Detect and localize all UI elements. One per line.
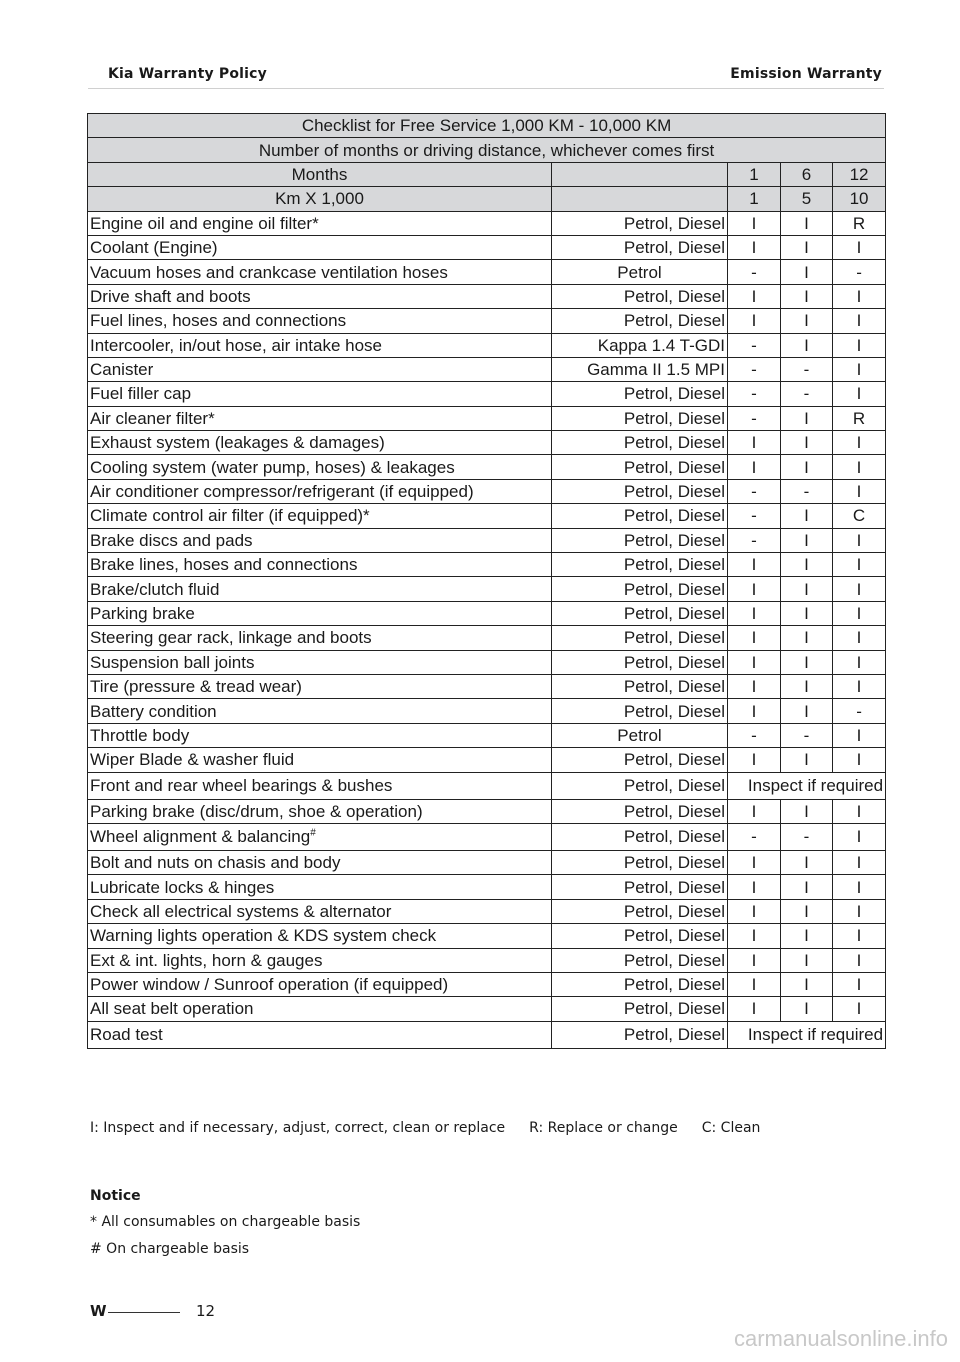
service-item-label: Check all electrical systems & alternator: [90, 901, 392, 921]
page-number: 12: [196, 1302, 216, 1320]
service-item: [88, 972, 552, 996]
service-item: [88, 850, 552, 874]
table-row: [88, 431, 886, 455]
interval-action: -: [728, 479, 781, 503]
service-item-label: Brake discs and pads: [90, 530, 253, 550]
interval-action: I: [781, 504, 833, 528]
table-row: [88, 626, 886, 650]
footer-section-mark: W: [90, 1302, 107, 1320]
interval-action: I: [781, 626, 833, 650]
interval-action: I: [781, 211, 833, 235]
table-row: [88, 924, 886, 948]
footer-divider: [108, 1312, 180, 1313]
interval-action: I: [781, 284, 833, 308]
interval-action: -: [833, 260, 886, 284]
interval-action: I: [781, 924, 833, 948]
fuel-type: Petrol, Diesel: [552, 650, 728, 674]
table-row: [88, 799, 886, 823]
service-item: [88, 211, 552, 235]
interval-action: -: [728, 260, 781, 284]
interval-action: I: [781, 799, 833, 823]
service-item-label: Climate control air filter (if equipped)*: [90, 506, 370, 526]
table-row: [88, 850, 886, 874]
interval-action: I: [781, 601, 833, 625]
interval-action: I: [833, 357, 886, 381]
interval-action: -: [728, 528, 781, 552]
fuel-type: Petrol, Diesel: [552, 455, 728, 479]
interval-action: -: [781, 357, 833, 381]
fuel-type: Petrol, Diesel: [552, 799, 728, 823]
interval-action: I: [781, 674, 833, 698]
interval-action: -: [728, 723, 781, 747]
interval-action: I: [728, 284, 781, 308]
interval-action: I: [781, 235, 833, 259]
service-item: [88, 528, 552, 552]
notice-chargeable: # On chargeable basis: [90, 1241, 250, 1257]
table-subtitle-row: [88, 138, 886, 162]
service-item: [88, 699, 552, 723]
interval-action: I: [781, 875, 833, 899]
service-item-label: Wheel alignment & balancing: [90, 827, 311, 847]
interval-action: I: [781, 577, 833, 601]
service-item-label: All seat belt operation: [90, 999, 254, 1019]
legend-clean: C: Clean: [701, 1120, 761, 1136]
service-item-label: Battery condition: [90, 701, 217, 721]
service-item-label: Ext & int. lights, horn & gauges: [90, 950, 323, 970]
interval-action: I: [781, 699, 833, 723]
service-item: [88, 823, 552, 850]
interval-action: I: [833, 997, 886, 1021]
service-item-label: Drive shaft and boots: [90, 286, 251, 306]
interval-action: I: [833, 899, 886, 923]
service-item: [88, 479, 552, 503]
interval-action: R: [833, 406, 886, 430]
header-divider: [88, 88, 884, 89]
interval-action: I: [781, 528, 833, 552]
interval-action: -: [728, 333, 781, 357]
service-item-label: Canister: [90, 360, 154, 380]
service-item: [88, 455, 552, 479]
interval-action: I: [833, 674, 886, 698]
fuel-type: Kappa 1.4 T-GDI: [552, 333, 728, 357]
service-item: [88, 577, 552, 601]
interval-action: I: [833, 823, 886, 850]
service-item: [88, 406, 552, 430]
table-row: [88, 260, 886, 284]
notice-title: Notice: [90, 1188, 141, 1204]
months-value: 12: [833, 162, 886, 186]
table-row: [88, 333, 886, 357]
fuel-type: Petrol, Diesel: [552, 284, 728, 308]
service-item: [88, 601, 552, 625]
table-row: [88, 479, 886, 503]
interval-action: I: [833, 650, 886, 674]
service-item-label: Parking brake (disc/drum, shoe & operation): [90, 801, 423, 821]
interval-action: I: [781, 972, 833, 996]
service-item: [88, 875, 552, 899]
interval-action: I: [728, 455, 781, 479]
service-item: [88, 626, 552, 650]
table-row: [88, 997, 886, 1021]
interval-action: -: [728, 357, 781, 381]
months-value: 6: [781, 162, 833, 186]
months-row: [88, 162, 886, 186]
interval-action: I: [833, 626, 886, 650]
service-item-label: Road test: [90, 1025, 163, 1045]
table-row: [88, 875, 886, 899]
interval-action: I: [728, 431, 781, 455]
interval-action: I: [781, 431, 833, 455]
service-item: [88, 723, 552, 747]
service-item: [88, 674, 552, 698]
service-item: [88, 1021, 552, 1048]
interval-action: I: [833, 972, 886, 996]
service-item: [88, 309, 552, 333]
service-item-label: Cooling system (water pump, hoses) & leakages: [90, 457, 455, 477]
interval-action: I: [728, 553, 781, 577]
service-item-label: Air conditioner compressor/refrigerant (if equipped): [90, 482, 474, 502]
interval-action: I: [833, 748, 886, 772]
service-item: [88, 948, 552, 972]
interval-action: I: [728, 899, 781, 923]
interval-action: -: [781, 479, 833, 503]
service-item-label: Engine oil and engine oil filter*: [90, 213, 319, 233]
service-item-label: Tire (pressure & tread wear): [90, 677, 302, 697]
table-row: [88, 601, 886, 625]
service-item-label: Brake/clutch fluid: [90, 579, 220, 599]
inspection-note: Inspect if required: [728, 1021, 886, 1048]
table-row: [88, 899, 886, 923]
table-row: [88, 723, 886, 747]
interval-action: I: [728, 211, 781, 235]
header-right-title: Emission Warranty: [730, 66, 882, 82]
interval-action: I: [781, 553, 833, 577]
fuel-type: Petrol: [552, 260, 728, 284]
interval-action: I: [833, 601, 886, 625]
interval-action: I: [833, 875, 886, 899]
table-row: [88, 357, 886, 381]
interval-action: I: [833, 333, 886, 357]
service-item-label: Power window / Sunroof operation (if equipped): [90, 975, 449, 995]
fuel-type: Petrol, Diesel: [552, 772, 728, 799]
interval-action: I: [833, 577, 886, 601]
interval-action: I: [728, 577, 781, 601]
fuel-type: Gamma II 1.5 MPI: [552, 357, 728, 381]
interval-action: I: [781, 333, 833, 357]
interval-action: I: [728, 948, 781, 972]
km-value: 1: [728, 187, 781, 211]
fuel-type: Petrol, Diesel: [552, 406, 728, 430]
table-row: [88, 504, 886, 528]
interval-action: I: [781, 650, 833, 674]
fuel-type: Petrol, Diesel: [552, 504, 728, 528]
fuel-type: Petrol, Diesel: [552, 674, 728, 698]
interval-action: I: [833, 309, 886, 333]
service-item-label: Air cleaner filter*: [90, 408, 215, 428]
service-item: [88, 772, 552, 799]
table-row: [88, 553, 886, 577]
table-row: [88, 382, 886, 406]
table-subtitle: Number of months or driving distance, whichever comes first: [88, 138, 886, 162]
interval-action: I: [728, 924, 781, 948]
service-item-label: Brake lines, hoses and connections: [90, 555, 358, 575]
interval-action: I: [833, 284, 886, 308]
interval-action: I: [833, 924, 886, 948]
interval-action: -: [781, 382, 833, 406]
interval-action: I: [781, 309, 833, 333]
legend-inspect: I: Inspect and if necessary, adjust, correct, clean or replace: [90, 1120, 506, 1136]
service-item: [88, 333, 552, 357]
fuel-type: Petrol, Diesel: [552, 309, 728, 333]
service-item-label: Coolant (Engine): [90, 238, 218, 258]
fuel-type: Petrol, Diesel: [552, 997, 728, 1021]
service-item-label: Steering gear rack, linkage and boots: [90, 628, 372, 648]
fuel-type: Petrol, Diesel: [552, 626, 728, 650]
km-value: 10: [833, 187, 886, 211]
km-label: Km X 1,000: [88, 187, 552, 211]
legend: [90, 1120, 760, 1136]
interval-action: I: [833, 723, 886, 747]
months-label: Months: [88, 162, 552, 186]
km-row: [88, 187, 886, 211]
interval-action: I: [833, 479, 886, 503]
interval-action: -: [728, 406, 781, 430]
interval-action: -: [728, 504, 781, 528]
interval-action: I: [781, 748, 833, 772]
fuel-type: Petrol, Diesel: [552, 850, 728, 874]
interval-action: I: [833, 382, 886, 406]
inspection-note: Inspect if required: [728, 772, 886, 799]
interval-action: I: [728, 650, 781, 674]
site-watermark: carmanualsonline.info: [733, 1326, 948, 1351]
interval-action: I: [728, 601, 781, 625]
km-blank-cell: [552, 187, 728, 211]
service-item: [88, 357, 552, 381]
interval-action: I: [781, 850, 833, 874]
interval-action: I: [833, 799, 886, 823]
service-item-label: Vacuum hoses and crankcase ventilation hoses: [90, 262, 448, 282]
fuel-type: Petrol, Diesel: [552, 211, 728, 235]
fuel-type: Petrol, Diesel: [552, 972, 728, 996]
service-item: [88, 431, 552, 455]
fuel-type: Petrol, Diesel: [552, 924, 728, 948]
service-item: [88, 553, 552, 577]
interval-action: I: [833, 850, 886, 874]
table-row: [88, 235, 886, 259]
interval-action: I: [781, 899, 833, 923]
table-row: [88, 284, 886, 308]
table-row: [88, 948, 886, 972]
interval-action: I: [728, 799, 781, 823]
service-item-footnote-mark: #: [310, 827, 316, 839]
interval-action: I: [781, 997, 833, 1021]
service-item-label: Throttle body: [90, 725, 190, 745]
service-item: [88, 899, 552, 923]
service-item: [88, 284, 552, 308]
service-item-label: Bolt and nuts on chasis and body: [90, 853, 341, 873]
service-item-label: Parking brake: [90, 604, 195, 623]
fuel-type: Petrol, Diesel: [552, 601, 728, 625]
interval-action: -: [781, 823, 833, 850]
interval-action: I: [781, 260, 833, 284]
service-item: [88, 260, 552, 284]
interval-action: I: [781, 406, 833, 430]
notice-consumables: * All consumables on chargeable basis: [90, 1214, 361, 1230]
interval-action: I: [728, 699, 781, 723]
table-title-row: [88, 114, 886, 138]
fuel-type: Petrol, Diesel: [552, 577, 728, 601]
interval-action: I: [728, 972, 781, 996]
interval-action: I: [728, 674, 781, 698]
fuel-type: Petrol, Diesel: [552, 235, 728, 259]
interval-action: I: [728, 997, 781, 1021]
fuel-type: Petrol, Diesel: [552, 875, 728, 899]
table-row: [88, 406, 886, 430]
service-item: [88, 382, 552, 406]
interval-action: I: [833, 431, 886, 455]
fuel-type: Petrol, Diesel: [552, 1021, 728, 1048]
interval-action: I: [833, 455, 886, 479]
interval-action: -: [833, 699, 886, 723]
service-item-label: Fuel lines, hoses and connections: [90, 311, 347, 331]
table-row: [88, 309, 886, 333]
interval-action: I: [728, 850, 781, 874]
fuel-type: Petrol: [552, 723, 728, 747]
table-row: [88, 650, 886, 674]
interval-action: C: [833, 504, 886, 528]
fuel-type: Petrol, Diesel: [552, 528, 728, 552]
service-item: [88, 799, 552, 823]
service-item: [88, 650, 552, 674]
interval-action: I: [833, 528, 886, 552]
months-value: 1: [728, 162, 781, 186]
table-row: [88, 674, 886, 698]
interval-action: I: [833, 553, 886, 577]
table-row: [88, 748, 886, 772]
service-item: [88, 748, 552, 772]
interval-action: I: [781, 455, 833, 479]
fuel-type: Petrol, Diesel: [552, 823, 728, 850]
table-row: [88, 972, 886, 996]
interval-action: I: [728, 309, 781, 333]
service-item-label: Lubricate locks & hinges: [90, 877, 275, 897]
service-item: [88, 924, 552, 948]
km-value: 5: [781, 187, 833, 211]
fuel-type: Petrol, Diesel: [552, 948, 728, 972]
fuel-type: Petrol, Diesel: [552, 553, 728, 577]
service-item-label: Wiper Blade & washer fluid: [90, 750, 295, 770]
table-row: [88, 823, 886, 850]
table-row: [88, 699, 886, 723]
fuel-type: Petrol, Diesel: [552, 748, 728, 772]
fuel-type: Petrol, Diesel: [552, 382, 728, 406]
service-checklist-table: [87, 113, 886, 1049]
service-item-label: Intercooler, in/out hose, air intake hose: [90, 335, 383, 355]
interval-action: I: [728, 235, 781, 259]
interval-action: I: [728, 748, 781, 772]
service-item-label: Front and rear wheel bearings & bushes: [90, 776, 393, 796]
table-row: [88, 1021, 886, 1048]
interval-action: -: [728, 382, 781, 406]
interval-action: -: [728, 823, 781, 850]
interval-action: -: [781, 723, 833, 747]
fuel-type: Petrol, Diesel: [552, 479, 728, 503]
legend-replace: R: Replace or change: [529, 1120, 678, 1136]
service-item: [88, 504, 552, 528]
interval-action: I: [728, 875, 781, 899]
table-title: Checklist for Free Service 1,000 KM - 10,000 KM: [88, 114, 886, 138]
service-item: [88, 997, 552, 1021]
table-row: [88, 211, 886, 235]
fuel-type: Petrol, Diesel: [552, 899, 728, 923]
interval-action: I: [833, 948, 886, 972]
table-row: [88, 772, 886, 799]
interval-action: I: [728, 626, 781, 650]
service-item-label: Fuel filler cap: [90, 384, 192, 404]
service-item-label: Suspension ball joints: [90, 652, 255, 672]
table-row: [88, 577, 886, 601]
months-blank-cell: [552, 162, 728, 186]
service-item-label: Warning lights operation & KDS system check: [90, 926, 437, 946]
service-item-label: Exhaust system (leakages & damages): [90, 433, 385, 453]
service-item: [88, 235, 552, 259]
header-left-title: Kia Warranty Policy: [108, 66, 267, 82]
fuel-type: Petrol, Diesel: [552, 699, 728, 723]
table-row: [88, 455, 886, 479]
interval-action: I: [781, 948, 833, 972]
interval-action: R: [833, 211, 886, 235]
table-row: [88, 528, 886, 552]
interval-action: I: [833, 235, 886, 259]
fuel-type: Petrol, Diesel: [552, 431, 728, 455]
